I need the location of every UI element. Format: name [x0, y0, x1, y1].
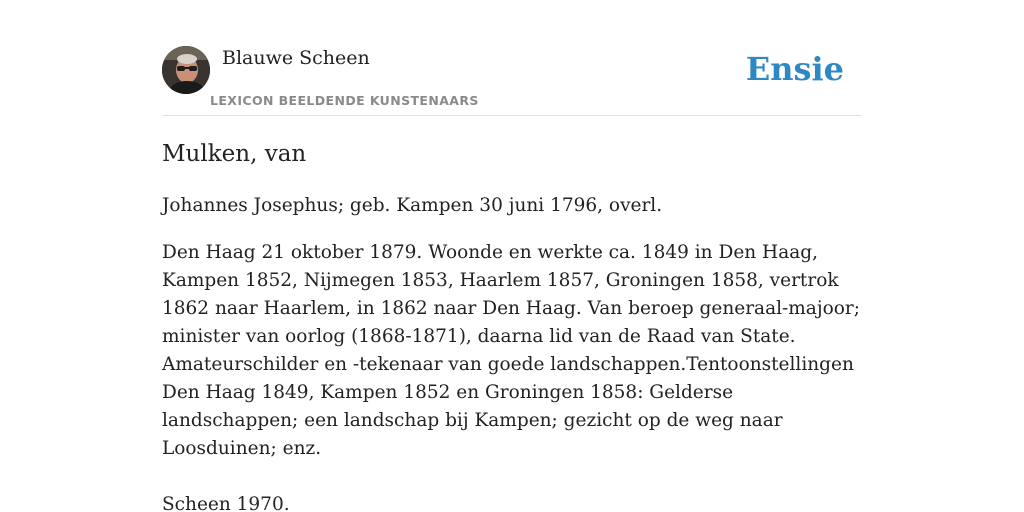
user-avatar-icon [162, 46, 210, 94]
ensie-logo[interactable]: Ensie [745, 50, 844, 88]
entry-title: Mulken, van [162, 141, 307, 167]
section-label[interactable]: LEXICON BEELDENDE KUNSTENAARS [210, 93, 479, 108]
entry-paragraph: Den Haag 21 oktober 1879. Woonde en werkte ca. 1849 in Den Haag, Kampen 1852, Nijmegen 1853, Haarlem 1857, Groningen 1858, vertrok 1862 naar Haarlem, in 1862 naar Den Haag. Van beroep generaal-majoor; minister van oorlog (1868-1871), daarna lid van de Raad van State. Amateurschilder en -tekenaar van goede landschappen.Tentoonstellingen Den Haag 1849, Kampen 1852 en Groningen 1858: Gelderse landschappen; een landschap bij Kampen; gezicht op de weg naar Loosduinen; enz. [162, 242, 860, 459]
entry-paragraph: Johannes Josephus; geb. Kampen 30 juni 1796, overl. [162, 195, 663, 216]
entry-content [162, 138, 862, 512]
entry-header [162, 46, 862, 116]
entry-source: Scheen 1970. [162, 494, 290, 512]
avatar[interactable] [162, 46, 210, 94]
author-name[interactable]: Blauwe Scheen [222, 47, 370, 69]
